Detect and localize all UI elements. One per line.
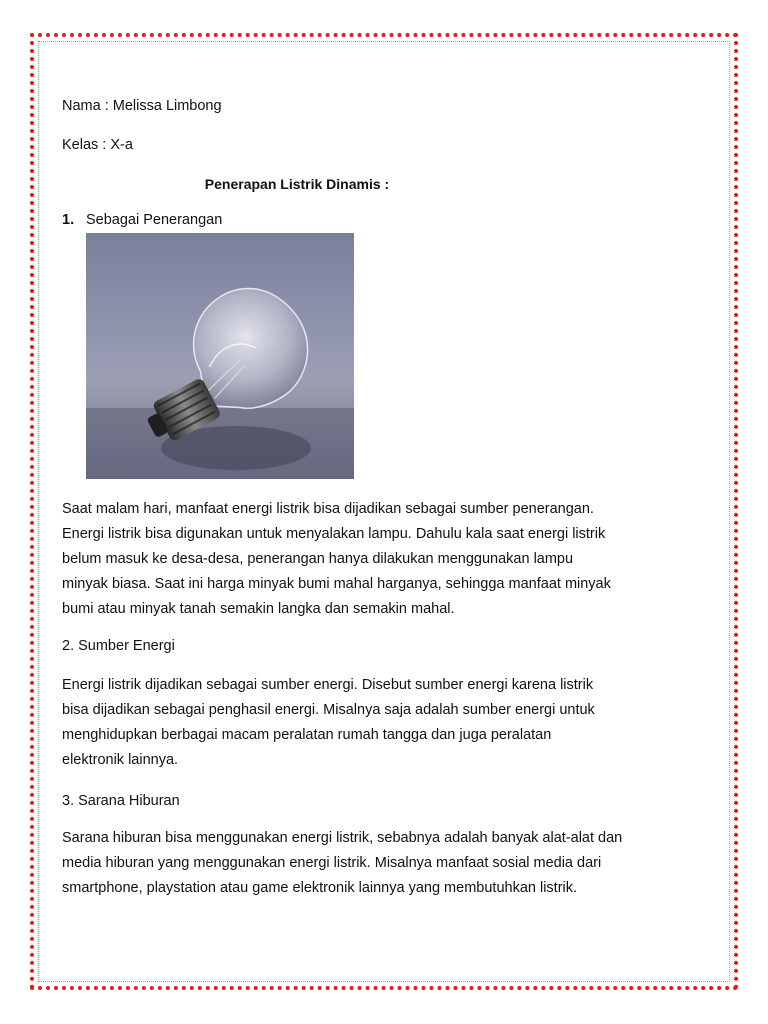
section-1-number: 1. xyxy=(62,212,75,228)
student-class: Kelas : X-a xyxy=(62,137,133,153)
section-2-paragraph: Energi listrik dijadikan sebagai sumber energi. Disebut sumber energi karena listrik bisa dijadikan sebagai penghasil energi. Misalnya saja adalah sumber energi untuk menghidupkan berbagai macam peralatan rumah tangga dan juga peralatan elektronik lainnya. xyxy=(62,677,595,768)
section-3-heading: 3. Sarana Hiburan xyxy=(62,793,180,809)
document-title: Penerapan Listrik Dinamis : xyxy=(204,176,390,192)
section-1-heading-text: Sebagai Penerangan xyxy=(86,212,223,228)
light-bulb-photo xyxy=(86,233,354,479)
section-2-heading: 2. Sumber Energi xyxy=(62,638,175,654)
section-3-paragraph: Sarana hiburan bisa menggunakan energi listrik, sebabnya adalah banyak alat-alat dan media hiburan yang menggunakan energi listrik. Misalnya manfaat sosial media dari smartphone, playstation atau game elektronik lainnya yang membutuhkan listrik. xyxy=(62,830,623,896)
section-1-paragraph: Saat malam hari, manfaat energi listrik bisa dijadikan sebagai sumber penerangan. Energi listrik bisa digunakan untuk menyalakan lampu. Dahulu kala saat energi listrik belum masuk ke desa-desa, penerangan hanya dilakukan menggunakan lampu minyak biasa. Saat ini harga minyak bumi mahal harganya, sehingga manfaat minyak bumi atau minyak tanah semakin langka dan semakin mahal. xyxy=(62,501,611,617)
student-name: Nama : Melissa Limbong xyxy=(62,98,222,114)
section-1-heading xyxy=(62,211,222,229)
